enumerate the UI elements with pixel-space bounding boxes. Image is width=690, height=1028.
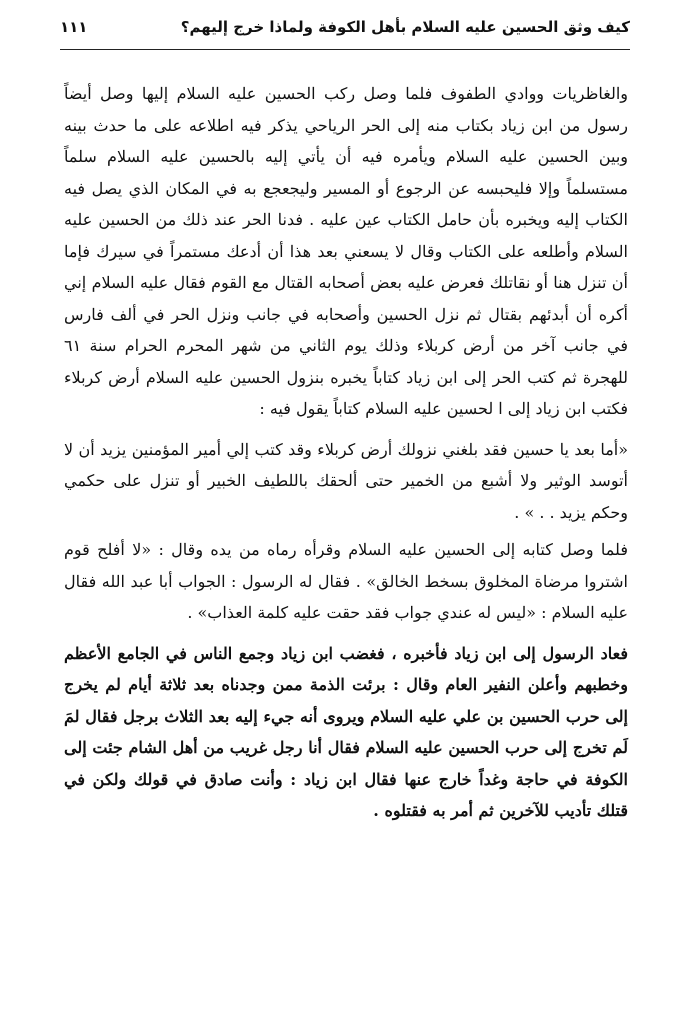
quoted-letter: «أما بعد يا حسين فقد بلغني نزولك أرض كربلاء وقد كتب إلي أمير المؤمنين يزيد أن لا أتوسد الوثير ولا أشبع من الخمير حتى ألحقك باللطيف الخبير أو تنزل على حكمي وحكم يزيد . . » . <box>64 439 628 522</box>
page-number: ١١١ <box>60 18 88 36</box>
running-header <box>60 16 630 46</box>
body-text <box>64 78 628 827</box>
paragraph: والغاظريات ووادي الطفوف فلما وصل ركب الحسين عليه السلام إليها وصل أيضاً رسول من ابن زياد بكتاب منه إلى الحر الرياحي يذكر فيه اطلاعه على ما حدث بينه وبين الحسين عليه السلام ويأمره فيه أن يأتي إليه بالحسين عليه السلام سلماً مستسلماً وإلا فليحبسه عن الرجوع أو المسير وليجعجع به في المكان الذي يصل فيه الكتاب إليه ويخبره بأن حامل الكتاب عين عليه . فدنا الحر عند ذلك من الحسين عليه السلام وأطلعه على الكتاب وقال لا يسعني بعد هذا أن أدعك مستمراً في سيرك فإما أن تنزل هنا أو نقاتلك فعرض عليه بعض أصحابه القتال مع القوم فقال عليه السلام إني أكره أن أبدئهم بقتال ثم نزل الحسين وأصحابه في جانب ونزل الحر في ألف فارس في جانب آخر من أرض كربلاء وذلك يوم الثاني من شهر المحرم الحرام سنة ٦١ للهجرة ثم كتب الحر إلى ابن زياد كتاباً يخبره بنزول الحسين عليه السلام أرض كربلاء فكتب ابن زياد إلى ا لحسين عليه السلام كتاباً يقول فيه : <box>64 84 628 418</box>
paragraph: فعاد الرسول إلى ابن زياد فأخبره ، فغضب ابن زياد وجمع الناس في الجامع الأعظم وخطبهم وأعلن النفير العام وقال : برئت الذمة ممن وجدناه بعد ثلاثة أيام لم يخرج إلى حرب الحسين بن علي عليه السلام ويروى أنه جيء إليه بعد الثلاث برجل فقال لمَ لَم تخرج إلى حرب الحسين عليه السلام فقال أنا رجل غريب من أهل الشام جئت إلى الكوفة في حاجة وغداً خارج عنها فقال ابن زياد : وأنت صادق في قولك ولكن في قتلك تأديب للآخرين ثم أمر به فقتلوه . <box>64 643 629 820</box>
paragraph: فلما وصل كتابه إلى الحسين عليه السلام وقرأه رماه من يده وقال : «لا أفلح قوم اشتروا مرضاة المخلوق بسخط الخالق» . فقال له الرسول : الجواب أبا عبد الله فقال عليه السلام : «ليس له عندي جواب فقد حقت عليه كلمة العذاب» . <box>64 540 628 622</box>
header-divider <box>60 49 630 50</box>
chapter-title: كيف وثق الحسين عليه السلام بأهل الكوفة ولماذا خرج إليهم؟ <box>180 18 630 36</box>
